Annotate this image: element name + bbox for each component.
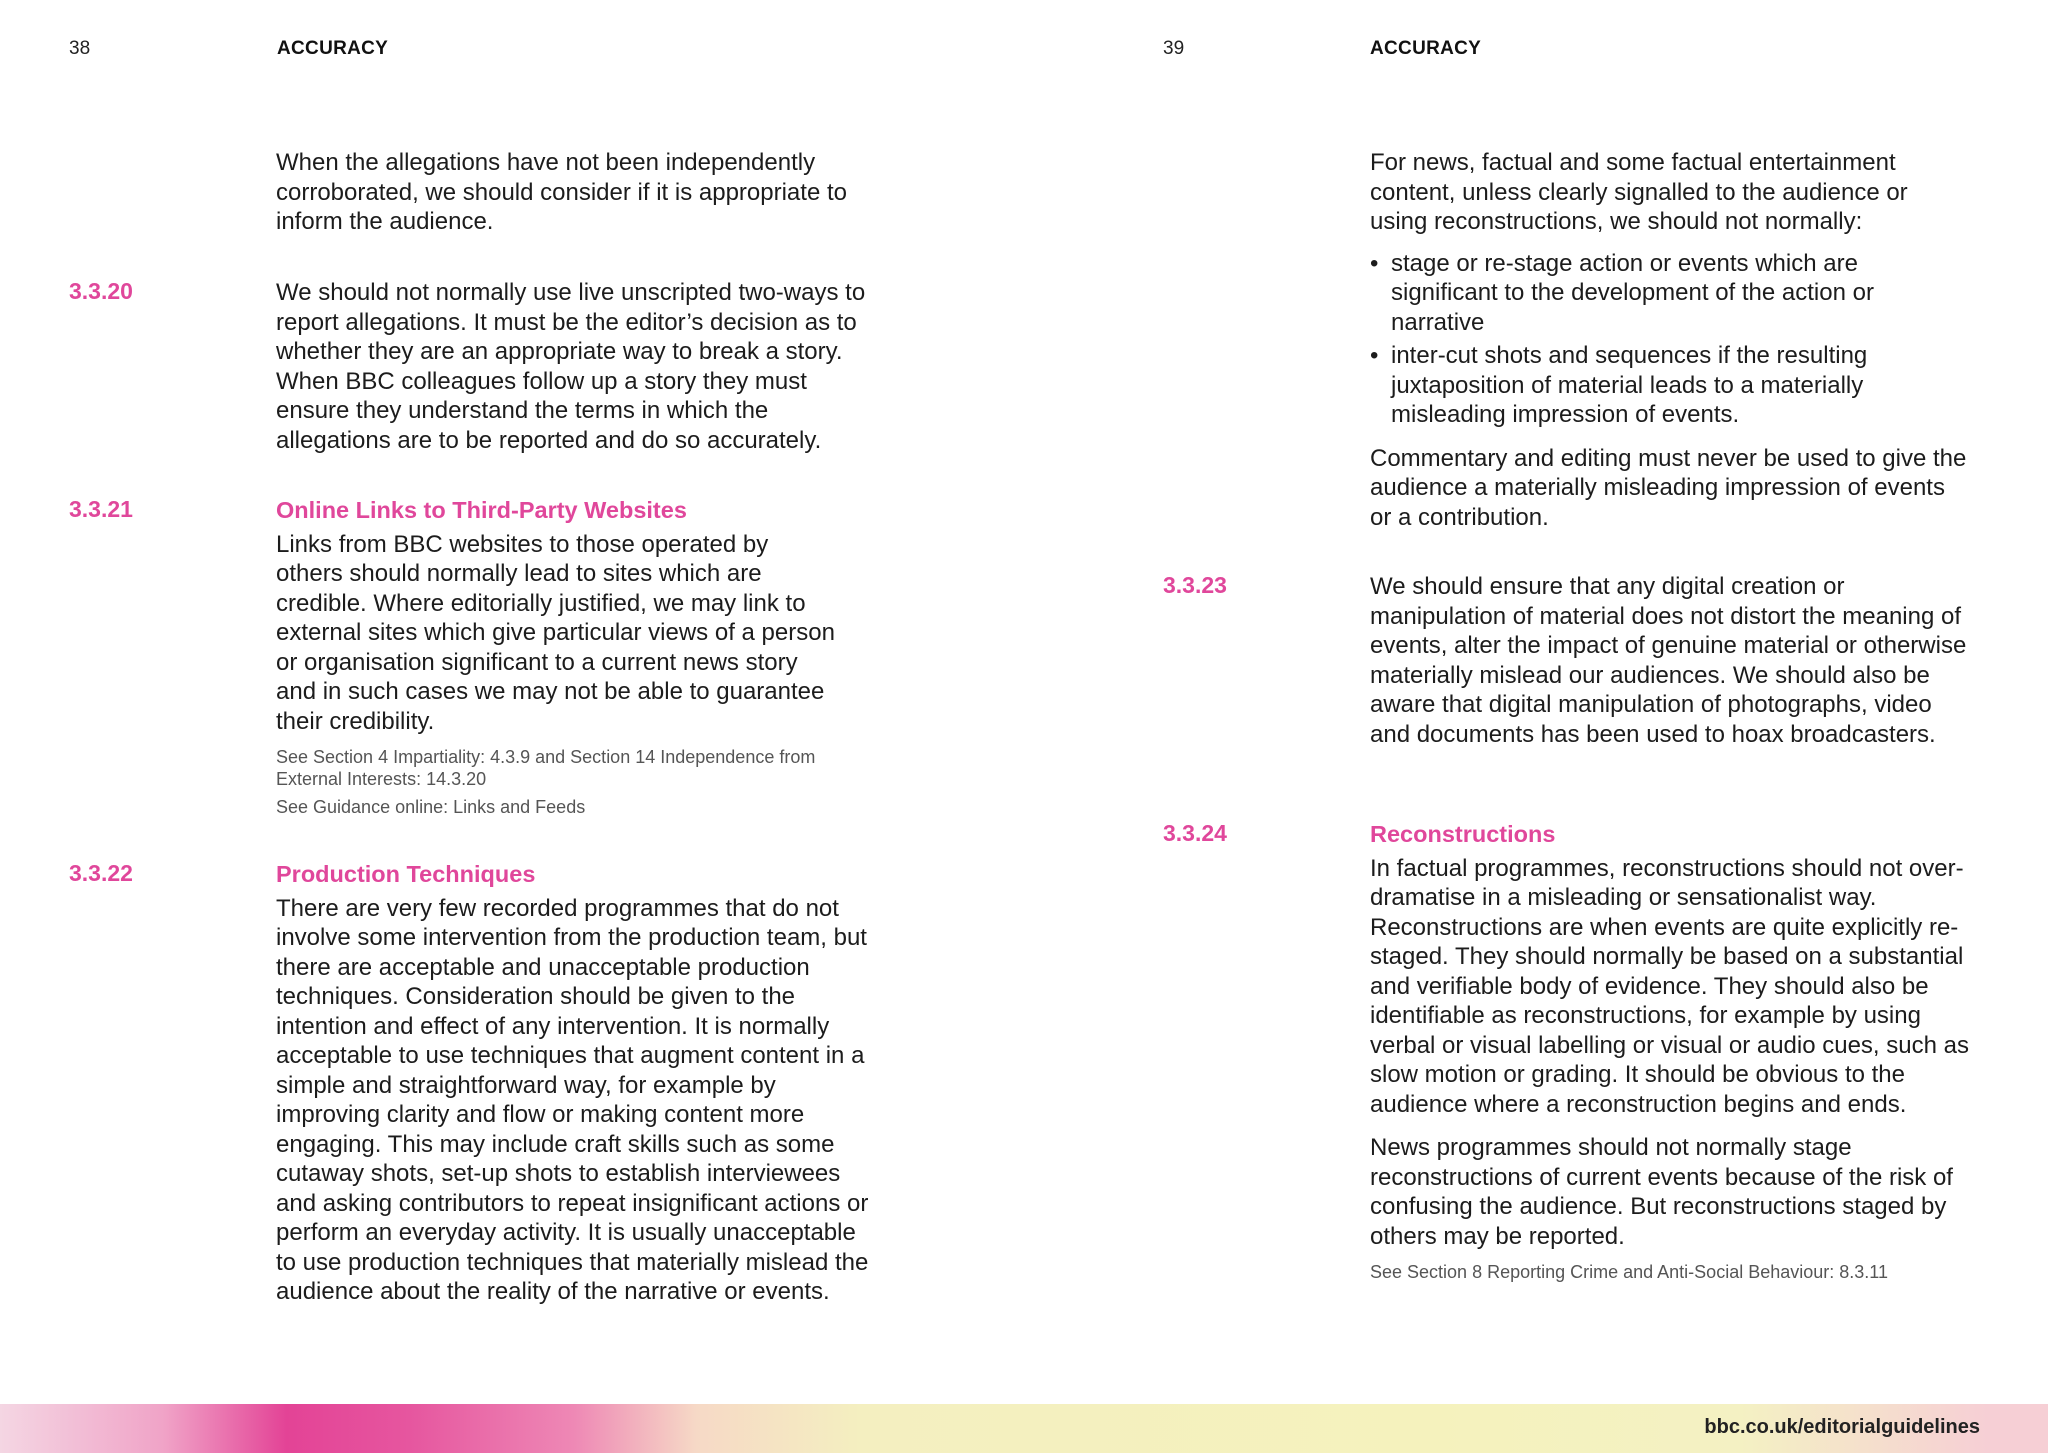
bullet-list [1370,249,1970,430]
commentary-paragraph: Commentary and editing must never be used to give the audience a materially misleading impression of events or a contribution. [1370,444,1967,531]
section-body: We should ensure that any digital creation or manipulation of material does not distort the meaning of events, alter the impact of genuine material or otherwise materially mislead our audiences. We should also be aware that digital manipulation of photographs, video and documents has been used to hoax broadcasters. [1370,573,1967,748]
list-item: • inter-cut shots and sequences if the resulting juxtaposition of material leads to a materially misleading impression of events. [1370,342,1868,428]
section-number-3-3-24: 3.3.24 [1163,820,1227,846]
cross-reference: See Section 8 Reporting Crime and Anti-Social Behaviour: 8.3.11 [1370,1262,1888,1282]
page-header: ACCURACY [1370,38,1482,59]
page-number: 38 [69,38,91,59]
left-page [0,0,1024,1404]
section-title: Reconstructions [1370,821,1556,847]
bullet-icon: • [1370,342,1379,369]
list-item: • stage or re-stage action or events which are significant to the development of the action or narrative [1370,249,1874,336]
section-3-3-24 [1370,820,1975,1283]
section-title: Online Links to Third-Party Websites [276,497,687,523]
cross-reference: See Section 4 Impartiality: 4.3.9 and Section 14 Independence from External Interests: 14.3.20 [276,747,816,789]
page-number: 39 [1163,38,1185,59]
section-body: Links from BBC websites to those operated by others should normally lead to sites which are credible. Where editorially justified, we may link to external sites which give particular views of a person or organisation significant to a current news story and in such cases we may not be able to guarantee their credibility. [276,530,835,735]
bullet-icon: • [1370,249,1379,277]
section-3-3-22 [276,860,876,1307]
guidance-reference: See Guidance online: Links and Feeds [276,797,586,817]
section-3-3-21 [276,496,836,818]
intro-paragraph: For news, factual and some factual entertainment content, unless clearly signalled to the audience or using reconstructions, we should not normally: [1370,149,1908,235]
footer-url-link[interactable]: bbc.co.uk/editorialguidelines [1704,1416,1980,1438]
section-3-3-23 [1370,572,1970,749]
intro-block [1370,148,1970,532]
section-body: We should not normally use live unscripted two-ways to report allegations. It must be the editor’s decision as to whether they are an appropriate way to break a story. When BBC colleagues follow up a story they must ensure they understand the terms in which the allegations are to be reported and do so accurately. [276,279,866,454]
section-body-2: News programmes should not normally stage reconstructions of current events because of the risk of confusing the audience. But reconstructions staged by others may be reported. [1370,1134,1953,1250]
section-number-3-3-21: 3.3.21 [69,496,133,522]
section-body: In factual programmes, reconstructions should not over-dramatise in a misleading or sensationalist way. Reconstructions are when events are quite explicitly re-staged. They should normally be based on a substantial and verifiable body of evidence. They should also be identifiable as reconstructions, for example by using verbal or visual labelling or visual or audio cues, such as slow motion or grading. It should be obvious to the audience where a reconstruction begins and ends. [1370,854,1969,1118]
section-number-3-3-20: 3.3.20 [69,278,133,304]
section-3-3-20 [276,278,876,455]
footer-gradient-bar [0,1404,2048,1453]
section-title: Production Techniques [276,861,536,887]
intro-paragraph: When the allegations have not been independently corroborated, we should consider if it is appropriate to inform the audience. [276,149,847,235]
page-header: ACCURACY [277,38,389,59]
right-page [1024,0,2048,1404]
section-number-3-3-23: 3.3.23 [1163,572,1227,598]
section-number-3-3-22: 3.3.22 [69,860,133,886]
section-body: There are very few recorded programmes that do not involve some intervention from the production team, but there are acceptable and unacceptable production techniques. Consideration should be given to the intention and effect of any intervention. It is normally acceptable to use techniques that augment content in a simple and straightforward way, for example by improving clarity and flow or making content more engaging. This may include craft skills such as some cutaway shots, set-up shots to establish interviewees and asking contributors to repeat insignificant actions or perform an everyday activity. It is usually unacceptable to use production techniques that materially mislead the audience about the reality of the narrative or events. [276,894,869,1305]
